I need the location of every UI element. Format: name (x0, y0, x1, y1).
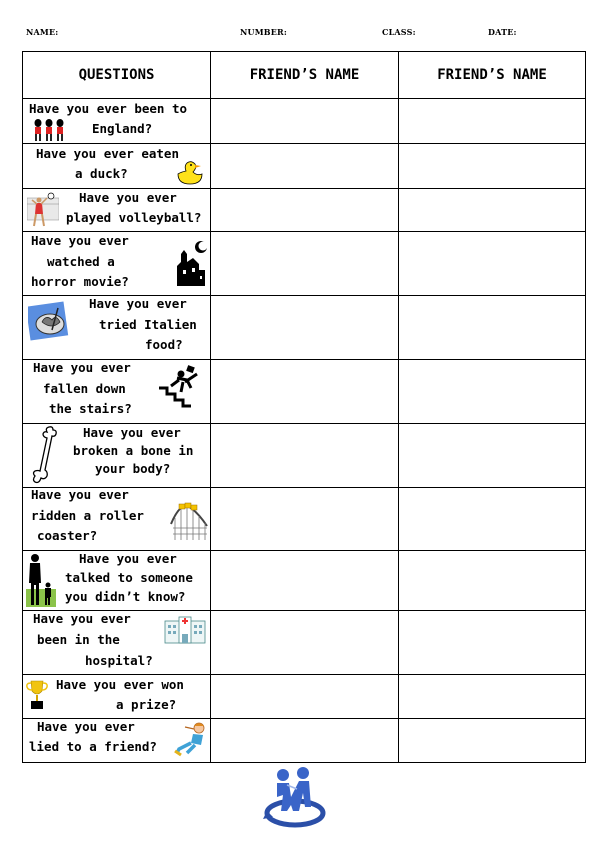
table-row (23, 488, 586, 551)
friend-answer-cell[interactable] (211, 719, 399, 763)
falling-stairs-icon (157, 364, 201, 412)
table-row (23, 296, 586, 360)
question-line: your body? (95, 461, 171, 476)
question-line: talked to someone (65, 570, 193, 585)
rubber-duck-icon (175, 160, 205, 186)
question-line: food? (145, 337, 183, 352)
friend-answer-cell[interactable] (399, 189, 586, 232)
question-line: Have you ever (89, 296, 187, 311)
friend-answer-cell[interactable] (211, 189, 399, 232)
question-cell (23, 551, 211, 611)
survey-table (22, 51, 586, 763)
friend-answer-cell[interactable] (399, 232, 586, 296)
friend-answer-cell[interactable] (399, 719, 586, 763)
question-cell (23, 189, 211, 232)
table-row (23, 189, 586, 232)
friend-answer-cell[interactable] (211, 99, 399, 144)
question-line: Have you ever (33, 360, 131, 375)
question-line: the stairs? (49, 401, 132, 416)
question-line: horror movie? (31, 274, 129, 289)
question-line: fallen down (43, 380, 126, 396)
question-line: watched a (47, 253, 115, 269)
table-row (23, 719, 586, 763)
friend-answer-cell[interactable] (211, 360, 399, 424)
friends-logo-icon (263, 767, 327, 829)
question-line: Have you ever (83, 425, 181, 440)
question-line: tried Italien (99, 316, 197, 332)
number-label: NUMBER: (240, 27, 288, 37)
child-telling-lie-icon (173, 721, 207, 757)
friend-answer-cell[interactable] (211, 675, 399, 719)
friend-answer-cell[interactable] (399, 424, 586, 488)
friend-answer-cell[interactable] (399, 675, 586, 719)
question-line: a prize? (116, 697, 177, 712)
roller-coaster-icon (169, 496, 209, 540)
pasta-plate-icon (28, 300, 74, 342)
friend-answer-cell[interactable] (399, 99, 586, 144)
question-line: Have you ever won (56, 677, 184, 692)
haunted-house-icon (175, 240, 209, 286)
question-line: Have you ever (31, 487, 129, 502)
friend-answer-cell[interactable] (399, 551, 586, 611)
bone-icon (29, 426, 67, 486)
friend-name-header-1: FRIEND’S NAME (211, 52, 399, 99)
question-line: Have you ever (79, 551, 177, 566)
question-cell (23, 424, 211, 488)
hospital-icon (163, 615, 207, 645)
table-row (23, 360, 586, 424)
friend-answer-cell[interactable] (399, 488, 586, 551)
question-line: lied to a friend? (29, 739, 157, 754)
class-label: CLASS: (382, 27, 416, 37)
question-line: England? (92, 121, 153, 136)
question-line: Have you ever (33, 611, 131, 626)
question-cell (23, 675, 211, 719)
trophy-icon (26, 679, 48, 711)
question-line: Have you ever been to (29, 101, 188, 116)
table-row (23, 551, 586, 611)
friend-answer-cell[interactable] (211, 611, 399, 675)
question-line: Have you ever (37, 719, 135, 734)
friend-answer-cell[interactable] (399, 144, 586, 189)
volleyball-player-icon (27, 192, 59, 228)
friend-answer-cell[interactable] (399, 611, 586, 675)
question-line: coaster? (37, 528, 98, 543)
friend-answer-cell[interactable] (399, 360, 586, 424)
question-line: broken a bone in (73, 443, 194, 458)
question-line: a duck? (75, 166, 128, 181)
question-line: been in the (37, 632, 120, 647)
question-cell (23, 488, 211, 551)
friend-answer-cell[interactable] (211, 551, 399, 611)
name-label: NAME: (26, 27, 59, 37)
friend-name-header-2: FRIEND’S NAME (399, 52, 586, 99)
friend-answer-cell[interactable] (211, 144, 399, 189)
date-label: DATE: (488, 27, 517, 37)
friend-answer-cell[interactable] (211, 488, 399, 551)
question-line: Have you ever eaten (36, 146, 179, 161)
friend-answer-cell[interactable] (211, 296, 399, 360)
table-row (23, 144, 586, 189)
question-cell (23, 360, 211, 424)
table-header-row (23, 52, 586, 99)
guards-icon (33, 119, 67, 141)
question-cell (23, 144, 211, 189)
table-row (23, 99, 586, 144)
questions-header: QUESTIONS (23, 52, 211, 99)
question-line: you didn’t know? (65, 589, 186, 604)
man-and-child-icon (26, 553, 56, 607)
table-row (23, 232, 586, 296)
friend-answer-cell[interactable] (399, 296, 586, 360)
question-line: ridden a roller (31, 507, 144, 523)
question-line: played volleyball? (66, 210, 202, 225)
table-row (23, 424, 586, 488)
question-cell (23, 719, 211, 763)
table-row (23, 611, 586, 675)
question-line: Have you ever (79, 190, 177, 205)
friend-answer-cell[interactable] (211, 424, 399, 488)
question-cell (23, 611, 211, 675)
question-line: Have you ever (31, 233, 129, 248)
question-cell (23, 99, 211, 144)
question-cell (23, 232, 211, 296)
table-row (23, 675, 586, 719)
question-line: hospital? (85, 653, 153, 668)
question-cell (23, 296, 211, 360)
friend-answer-cell[interactable] (211, 232, 399, 296)
